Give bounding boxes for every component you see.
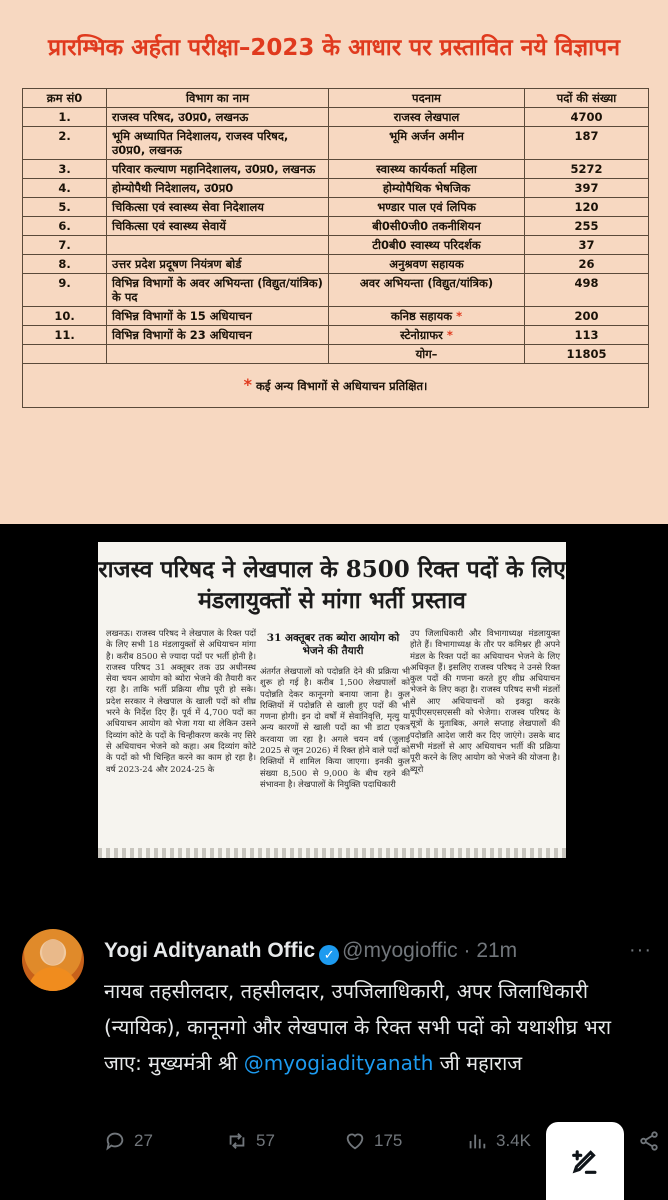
- newspaper-clipping-image: [98, 542, 566, 858]
- tweet-header: [104, 939, 664, 965]
- table-row: [23, 255, 649, 274]
- serial-cell: 4.: [23, 179, 107, 198]
- notice-title: प्रारम्भिक अर्हता परीक्षा–2023 के आधार पर प्रस्तावित नये विज्ञापन: [48, 35, 620, 61]
- verified-badge-icon: ✓: [319, 945, 339, 965]
- share-button[interactable]: [638, 1130, 660, 1152]
- vacancy-notice-image: [0, 0, 668, 524]
- serial-cell: 3.: [23, 160, 107, 179]
- department-cell: [107, 236, 329, 255]
- footnote-star: *: [243, 375, 252, 394]
- author-handle[interactable]: @myogioffic: [342, 939, 458, 962]
- reply-icon: [104, 1130, 126, 1152]
- department-cell: विभिन्न विभागों के 15 अधियाचन: [107, 307, 329, 326]
- department-cell: विभिन्न विभागों के अवर अभियन्ता (विद्युत/यांत्रिक) के पद: [107, 274, 329, 307]
- tweet-body: नायब तहसीलदार, तहसीलदार, उपजिलाधिकारी, अपर जिलाधिकारी (न्यायिक), कानूनगो और लेखपाल के रिक्त सभी पदों को यथाशीघ्र भरा जाए: मुख्यमंत्री श्री: [104, 979, 612, 1075]
- count-cell: 113: [525, 326, 649, 345]
- heart-icon: [344, 1130, 366, 1152]
- views-count: 3.4K: [496, 1131, 531, 1150]
- table-row: [23, 160, 649, 179]
- post-cell: कनिष्ठ सहायक *: [329, 307, 525, 326]
- post-cell: बी0सी0जी0 तकनीशियन: [329, 217, 525, 236]
- avatar[interactable]: [22, 929, 84, 991]
- count-cell: 37: [525, 236, 649, 255]
- department-cell: भूमि अध्यापित निदेशालय, राजस्व परिषद, उ0प्र0, लखनऊ: [107, 127, 329, 160]
- serial-cell: 5.: [23, 198, 107, 217]
- share-icon: [638, 1130, 660, 1152]
- table-row: [23, 108, 649, 127]
- serial-cell: 11.: [23, 326, 107, 345]
- header-department: विभाग का नाम: [107, 89, 329, 108]
- more-options-icon[interactable]: ···: [629, 939, 652, 961]
- post-cell: टी0बी0 स्वास्थ्य परिदर्शक: [329, 236, 525, 255]
- department-cell: उत्तर प्रदेश प्रदूषण नियंत्रण बोर्ड: [107, 255, 329, 274]
- post-cell: अवर अभियन्ता (विद्युत/यांत्रिक): [329, 274, 525, 307]
- post-cell: भूमि अर्जन अमीन: [329, 127, 525, 160]
- post-cell: स्टेनोग्राफर *: [329, 326, 525, 345]
- serial-cell: 6.: [23, 217, 107, 236]
- vacancy-table: [22, 88, 649, 408]
- post-cell: भण्डार पाल एवं लिपिक: [329, 198, 525, 217]
- department-cell: चिकित्सा एवं स्वास्थ्य सेवायें: [107, 217, 329, 236]
- retweet-icon: [226, 1130, 248, 1152]
- footnote-text: कई अन्य विभागों से अधियाचन प्रतिक्षित।: [255, 379, 428, 393]
- count-cell: 200: [525, 307, 649, 326]
- header-serial: क्रम सं0: [23, 89, 107, 108]
- count-cell: 187: [525, 127, 649, 160]
- department-cell: विभिन्न विभागों के 23 अधियाचन: [107, 326, 329, 345]
- news-column-3: उप जिलाधिकारी और विभागाध्यक्ष मंडलायुक्त होते हैं। विभागाध्यक्ष के तौर पर कमिश्नर ही अपने मंडल के रिक्त पदों का अधियाचन भेजने के लिए अधिकृत हैं। इसलिए राजस्व परिषद ने उनसे रिक्त कुल पदों की गणना करते हुए शीघ्र अधियाचन भेजने के लिए कहा है। राजस्व परिषद सभी मंडलों से आए अधियाचनों को इकट्ठा करके यूपीएसएसएससी को भेजेगा। राजस्व परिषद के सूत्रों के मुताबिक, अगले सप्ताह लेखपालों की पदोन्नति आदेश जारी कर दिए जाएंगे। उसके बाद सभी मंडलों से आए अधियाचन भर्ती की प्रक्रिया पूरी करने के लिए आयोग को भेजने की योजना है। ब्यूरो: [410, 628, 560, 774]
- table-row: [23, 179, 649, 198]
- table-header-row: [23, 89, 649, 108]
- news-subheadline: 31 अक्तूबर तक ब्योरा आयोग को भेजने की तैयारी: [266, 632, 400, 657]
- serial-cell: 10.: [23, 307, 107, 326]
- table-row: [23, 198, 649, 217]
- serial-cell: 1.: [23, 108, 107, 127]
- total-count: 11805: [525, 345, 649, 364]
- table-total-row: [23, 345, 649, 364]
- like-button[interactable]: [344, 1130, 402, 1152]
- table-row: [23, 217, 649, 236]
- views-button[interactable]: [466, 1130, 531, 1152]
- post-cell: होम्योपैथिक भेषजिक: [329, 179, 525, 198]
- post-cell: अनुश्रवण सहायक: [329, 255, 525, 274]
- header-post: पदनाम: [329, 89, 525, 108]
- table-row: [23, 236, 649, 255]
- department-cell: होम्योपैथी निदेशालय, उ0प्र0: [107, 179, 329, 198]
- serial-cell: 9.: [23, 274, 107, 307]
- table-footnote-row: [23, 364, 649, 408]
- news-headline: राजस्व परिषद ने लेखपाल के 8500 रिक्त पदों के लिए मंडलायुक्तों से मांगा भर्ती प्रस्ताव: [98, 556, 566, 614]
- author-name[interactable]: Yogi Adityanath Offic: [104, 939, 316, 962]
- paper-cut-edge: [98, 848, 566, 858]
- news-column-2: अंतर्गत लेखपालों को पदोन्नति देने की प्रक्रिया भी शुरू हो गई है। करीब 1,500 लेखपालों को पदोन्नति देकर कानूनगो बनाया जाना है। कुल रिक्तियों में पदोन्नति से खाली हुए पदों की भी गणना होगी। इन दो वर्षों में सेवानिवृत्ति, मृत्यु या अन्य कारणों से खाली पदों का भी डाटा एकत्र करवाया जा रहा है। अगले चयन वर्ष (जुलाई 2025 से जून 2026) में रिक्त होने वाले पदों को रिक्तियों में शामिल किया जाएगा। इनकी कुल संख्या 8,500 से 9,000 के बीच रहने की संभावना है। लेखपालों के नियुक्ति पदाधिकारी: [260, 666, 410, 789]
- post-cell: स्वास्थ्य कार्यकर्ता महिला: [329, 160, 525, 179]
- serial-cell: 7.: [23, 236, 107, 255]
- serial-cell: 8.: [23, 255, 107, 274]
- count-cell: 255: [525, 217, 649, 236]
- mention-link[interactable]: @myogiadityanath: [243, 1051, 434, 1075]
- views-icon: [466, 1130, 488, 1152]
- department-cell: परिवार कल्याण महानिदेशालय, उ0प्र0, लखनऊ: [107, 160, 329, 179]
- table-row: [23, 307, 649, 326]
- count-cell: 120: [525, 198, 649, 217]
- table-row: [23, 326, 649, 345]
- count-cell: 4700: [525, 108, 649, 127]
- requisition-star: *: [456, 309, 463, 323]
- like-count: 175: [374, 1131, 403, 1150]
- requisition-star: *: [446, 328, 453, 342]
- count-cell: 26: [525, 255, 649, 274]
- compose-post-icon: [568, 1144, 602, 1178]
- tweet-body-end: जी महाराज: [433, 1051, 523, 1075]
- total-label: योग–: [329, 345, 525, 364]
- reply-button[interactable]: [104, 1130, 153, 1152]
- retweet-count: 57: [256, 1131, 275, 1150]
- department-cell: राजस्व परिषद, उ0प्र0, लखनऊ: [107, 108, 329, 127]
- serial-cell: 2.: [23, 127, 107, 160]
- table-row: [23, 127, 649, 160]
- header-count: पदों की संख्या: [525, 89, 649, 108]
- retweet-button[interactable]: [226, 1130, 275, 1152]
- count-cell: 498: [525, 274, 649, 307]
- compose-post-button[interactable]: [546, 1122, 624, 1200]
- news-column-1: लखनऊ। राजस्व परिषद ने लेखपाल के रिक्त पदों के लिए सभी 18 मंडलायुक्तों से अधियाचन मांगा है। करीब 8500 से ज्यादा पदों पर भर्ती होनी है। राजस्व परिषद 31 अक्तूबर तक उप्र अधीनस्थ सेवा चयन आयोग को ब्योरा भेजने की तैयारी कर रहा है। ताकि भर्ती प्रक्रिया शीघ्र पूरी हो सके। प्रदेश सरकार ने लेखपाल के खाली पदों को शीघ्र भरने के निर्देश दिए हैं। पूर्व में 4,700 पदों का अधियाचन आयोग को भेजा गया था लेकिन उसने दिव्यांग कोटे के पदों के चिन्हीकरण करके नए सिरे से अधियाचन भेजने को कहा। अब दिव्यांग कोटे के पदों को भी चिन्हित करने का काम हो रहा है। वर्ष 2023-24 और 2024-25 के: [106, 628, 256, 774]
- reply-count: 27: [134, 1131, 153, 1150]
- count-cell: 5272: [525, 160, 649, 179]
- tweet-time[interactable]: · 21m: [463, 939, 518, 962]
- count-cell: 397: [525, 179, 649, 198]
- post-cell: राजस्व लेखपाल: [329, 108, 525, 127]
- tweet-text: [104, 973, 654, 1081]
- table-footnote: [23, 364, 649, 408]
- department-cell: चिकित्सा एवं स्वास्थ्य सेवा निदेशालय: [107, 198, 329, 217]
- table-row: [23, 274, 649, 307]
